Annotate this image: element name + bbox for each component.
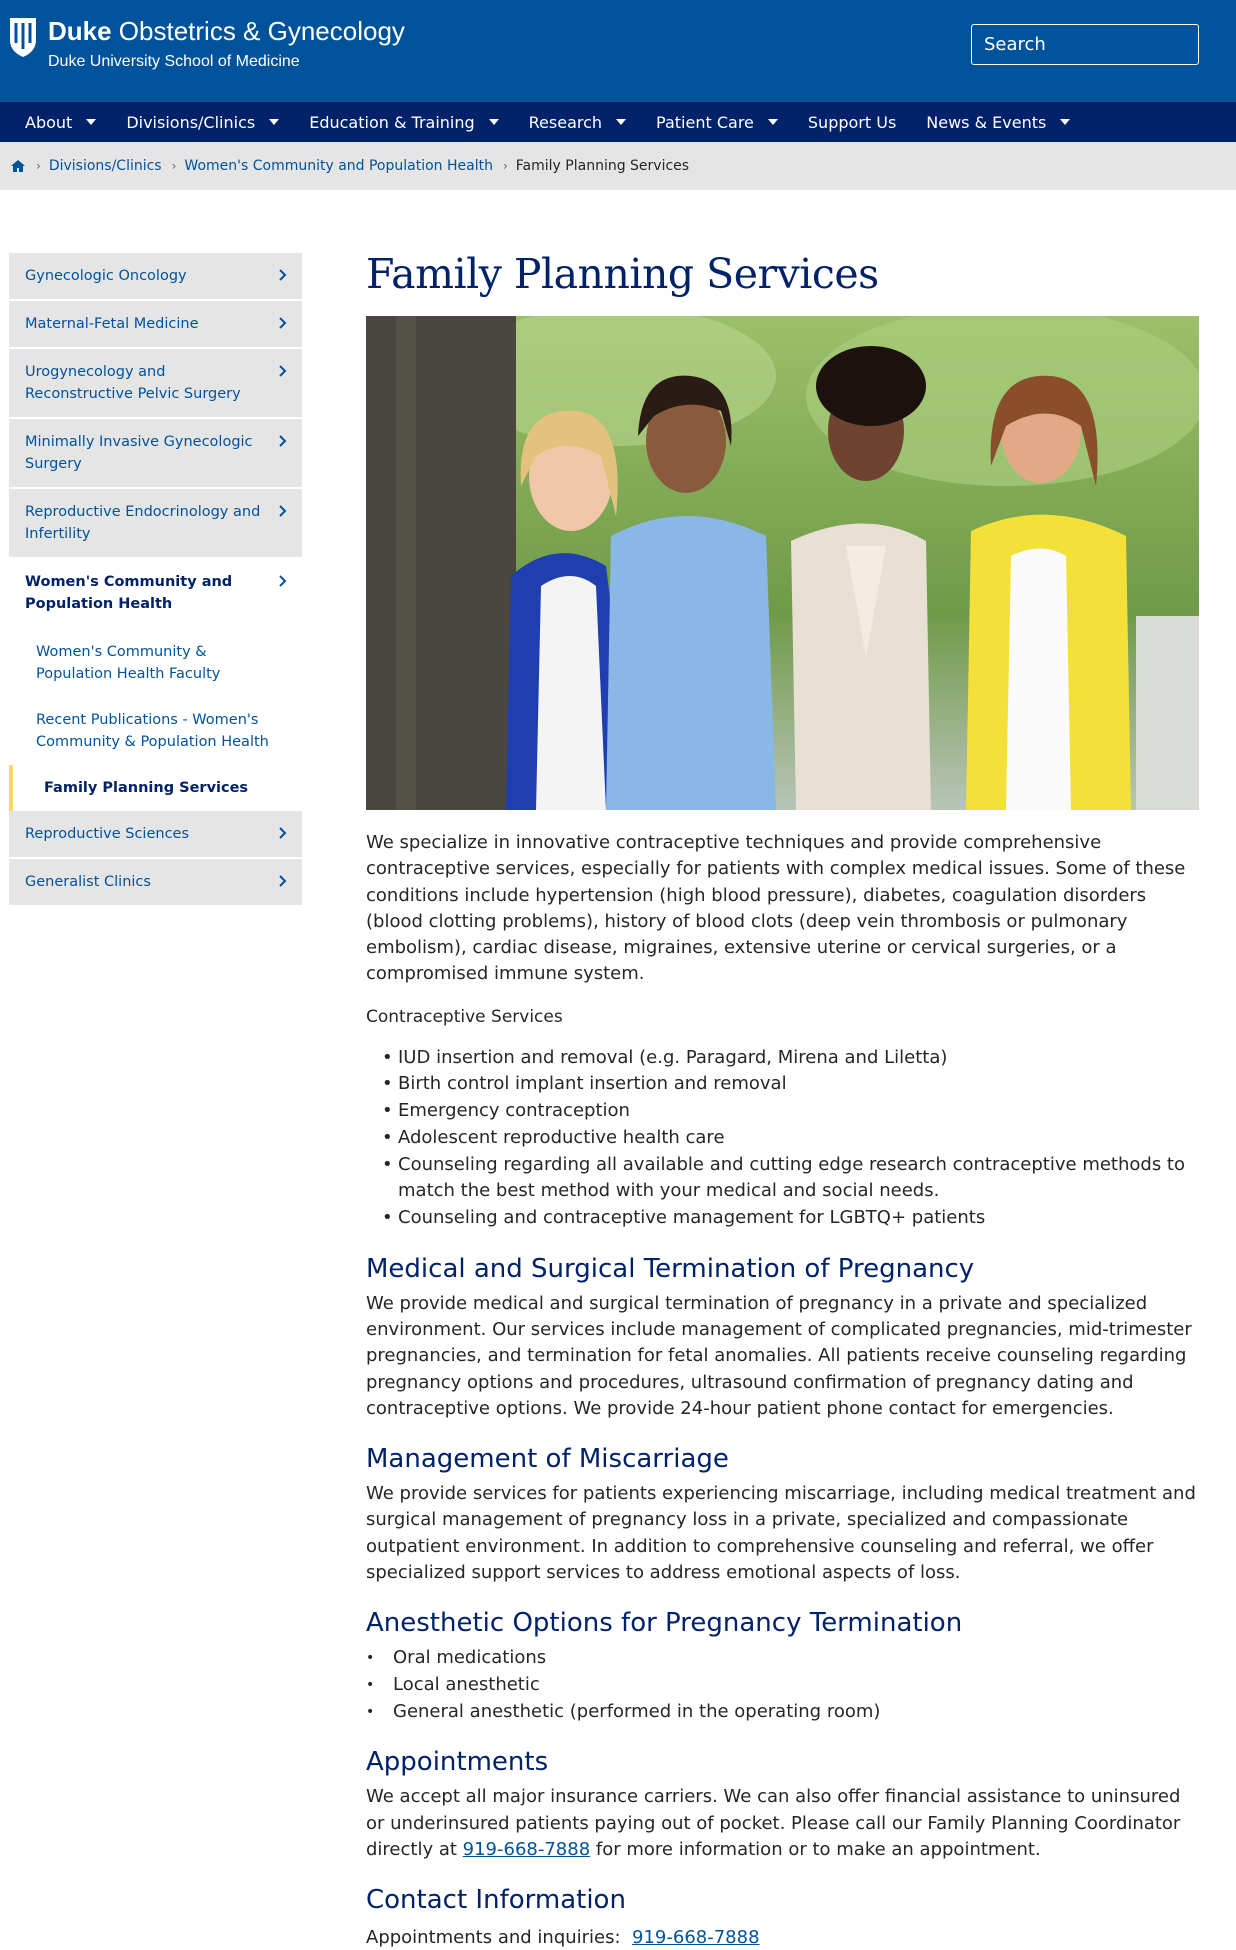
- caret-down-icon: [86, 119, 96, 125]
- sidebar-item-label: Gynecologic Oncology: [25, 268, 187, 284]
- sidebar-item-label: Maternal-Fetal Medicine: [25, 316, 199, 332]
- sidebar-item-label: Urogynecology and Reconstructive Pelvic Surgery: [25, 364, 241, 402]
- hero-image: [366, 316, 1199, 810]
- page-title: Family Planning Services: [366, 250, 879, 298]
- anesthetic-heading: Anesthetic Options for Pregnancy Termination: [366, 1608, 963, 1639]
- caret-down-icon: [768, 119, 778, 125]
- caret-down-icon: [269, 119, 279, 125]
- main-content: [366, 246, 1199, 1950]
- termination-paragraph: We provide medical and surgical termination of pregnancy in a private and specialized environment. Our services include management of complicated pregnancies, mid-trimester pregnancies, and termination for fetal anomalies. All patients receive counseling regarding pregnancy options and procedures, ultrasound confirmation of pregnancy dating and contraceptive options. We provide 24-hour patient phone contact for emergencies.: [366, 1292, 1192, 1419]
- list-item: • Emergency contraception: [398, 1098, 1199, 1125]
- anesthetic-options-list: [366, 1645, 1199, 1725]
- chevron-right-icon: [278, 574, 288, 588]
- nav-label: Divisions/Clinics: [126, 112, 256, 132]
- duke-shield-icon: [8, 16, 38, 58]
- sidebar-item-label: Minimally Invasive Gynecologic Surgery: [25, 434, 253, 472]
- breadcrumb-separator: ›: [36, 159, 41, 173]
- breadcrumb-separator: ›: [171, 159, 177, 173]
- list-item: • Birth control implant insertion and removal: [398, 1071, 1199, 1098]
- appointments-heading: Appointments: [366, 1747, 549, 1778]
- nav-item-support-us[interactable]: [808, 113, 896, 132]
- sidebar-item-urogynecology[interactable]: [9, 349, 302, 419]
- nav-label: Research: [528, 112, 603, 132]
- list-item: • Counseling and contraceptive management for LGBTQ+ patients: [398, 1205, 1199, 1232]
- sidebar-item-label: Generalist Clinics: [25, 874, 151, 890]
- appointments-paragraph: [366, 1784, 1199, 1863]
- chevron-right-icon: [278, 316, 288, 330]
- chevron-right-icon: [278, 826, 288, 840]
- contraceptive-services-list: [366, 1045, 1199, 1232]
- search-box: [971, 24, 1199, 65]
- chevron-right-icon: [278, 434, 288, 448]
- site-header: [0, 0, 1236, 102]
- site-logo[interactable]: [8, 16, 405, 72]
- chevron-right-icon: [278, 504, 288, 518]
- appointments-phone-link[interactable]: 919-668-7888: [462, 1839, 591, 1861]
- breadcrumb: [0, 142, 1236, 190]
- search-input[interactable]: [984, 34, 1209, 55]
- contact-label: Appointments and inquiries:: [366, 1927, 621, 1949]
- brand-duke: Duke: [48, 16, 112, 46]
- list-item: • Counseling regarding all available and cutting edge research contraceptive methods to match the best method with your medical and social needs.: [398, 1152, 1199, 1205]
- nav-label: News & Events: [926, 112, 1047, 132]
- breadcrumb-link-womens-health[interactable]: Women's Community and Population Health: [184, 158, 493, 174]
- sidebar-item-reproductive-endocrinology[interactable]: [9, 489, 302, 559]
- sidebar-item-maternal-fetal[interactable]: [9, 301, 302, 349]
- home-icon[interactable]: [10, 159, 26, 173]
- nav-item-about[interactable]: [25, 113, 96, 132]
- sidebar-subitem-faculty[interactable]: Women's Community & Population Health Faculty: [9, 629, 302, 697]
- nav-label: Education & Training: [309, 112, 475, 132]
- contact-line: [366, 1925, 1199, 1950]
- sidebar-item-label: Reproductive Sciences: [25, 826, 190, 842]
- main-nav: [0, 102, 1236, 142]
- nav-item-research[interactable]: [529, 113, 626, 132]
- chevron-right-icon: [278, 268, 288, 282]
- nav-item-education[interactable]: [309, 113, 498, 132]
- site-title: [48, 16, 405, 46]
- sidebar-item-label: Reproductive Endocrinology and Infertility: [25, 504, 261, 542]
- chevron-right-icon: [278, 874, 288, 888]
- breadcrumb-current: Family Planning Services: [515, 158, 690, 174]
- contact-phone-link[interactable]: 919-668-7888: [632, 1927, 760, 1949]
- list-item: • IUD insertion and removal (e.g. Paragard, Mirena and Liletta): [398, 1045, 1199, 1072]
- miscarriage-heading: Management of Miscarriage: [366, 1444, 729, 1475]
- appointments-text: for more information or to make an appointment.: [590, 1839, 1041, 1861]
- nav-item-patient-care[interactable]: [656, 113, 778, 132]
- list-item: • Adolescent reproductive health care: [398, 1125, 1199, 1152]
- sidebar-subitem-family-planning[interactable]: Family Planning Services: [9, 765, 302, 811]
- breadcrumb-separator: ›: [502, 159, 508, 173]
- sidebar-item-gynecologic-oncology[interactable]: [9, 253, 302, 301]
- sidebar-item-reproductive-sciences[interactable]: [9, 811, 302, 859]
- intro-paragraph: We specialize in innovative contraceptive techniques and provide comprehensive contraceptive services, especially for patients with complex medical issues. Some of these conditions include hypertension (high blood pressure), diabetes, coagulation disorders (blood clotting problems), history of blood clots (deep vein thrombosis or pulmonary embolism), cardiac disease, migraines, extensive uterine or cervical surgeries, or a compromised immune system.: [366, 832, 1186, 985]
- sidebar-item-minimally-invasive[interactable]: [9, 419, 302, 489]
- caret-down-icon: [1060, 119, 1070, 125]
- brand-department: Obstetrics & Gynecology: [111, 16, 405, 46]
- appointments-text: We accept all major insurance carriers. We can also offer financial assistance to uninsured or underinsured patients paying out of pocket. Please call our Family Planning Coordinator directly at: [366, 1786, 1181, 1861]
- nav-label: About: [25, 112, 73, 132]
- sidebar-item-womens-community-health[interactable]: [9, 559, 302, 629]
- miscarriage-paragraph: We provide services for patients experiencing miscarriage, including medical treatment and surgical management of pregnancy loss in a private, specialized and compassionate outpatient environment. In addition to comprehensive counseling and referral, we offer specialized support services to address emotional aspects of loss.: [366, 1483, 1196, 1584]
- sidebar-item-generalist-clinics[interactable]: [9, 859, 302, 907]
- breadcrumb-link-divisions[interactable]: Divisions/Clinics: [48, 158, 162, 174]
- sidebar-subitem-publications[interactable]: Recent Publications - Women's Community & Population Health: [9, 697, 302, 765]
- list-item: • Local anesthetic: [393, 1672, 1199, 1699]
- sidebar-nav: [9, 253, 302, 907]
- nav-label: Patient Care: [656, 112, 754, 132]
- nav-label: Support Us: [807, 112, 897, 132]
- chevron-right-icon: [278, 364, 288, 378]
- contraceptive-services-heading: Contraceptive Services: [366, 1006, 563, 1027]
- nav-item-news-events[interactable]: [926, 113, 1070, 132]
- nav-item-divisions[interactable]: [126, 113, 279, 132]
- caret-down-icon: [489, 119, 499, 125]
- termination-heading: Medical and Surgical Termination of Pregnancy: [366, 1253, 975, 1284]
- site-subtitle: Duke University School of Medicine: [48, 53, 300, 70]
- sidebar-item-label: Women's Community and Population Health: [25, 574, 233, 612]
- list-item: • General anesthetic (performed in the operating room): [393, 1699, 1199, 1726]
- contact-heading: Contact Information: [366, 1885, 626, 1916]
- caret-down-icon: [616, 119, 626, 125]
- list-item: • Oral medications: [393, 1645, 1199, 1672]
